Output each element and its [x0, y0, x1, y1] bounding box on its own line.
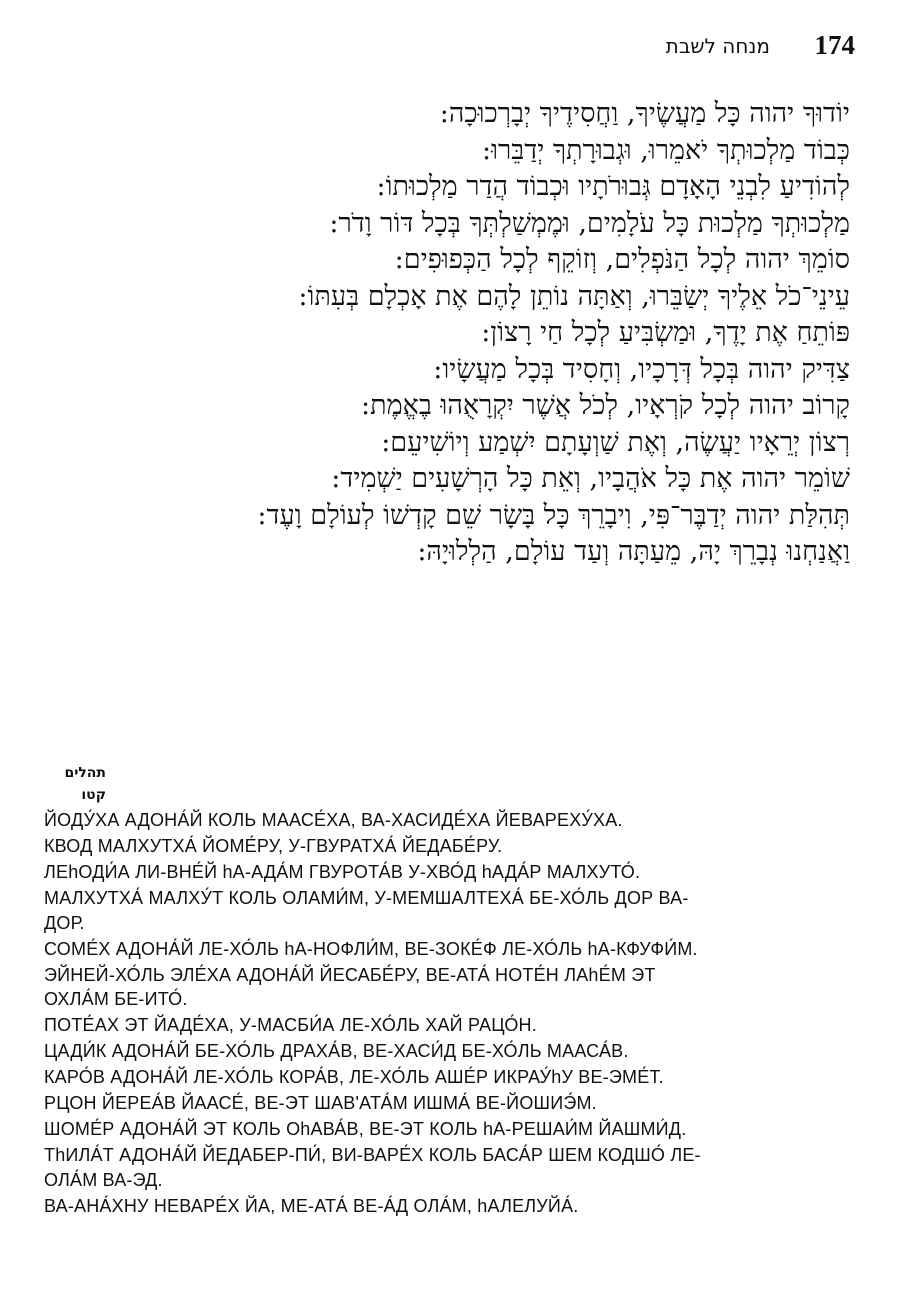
hebrew-verse-7: פּוֹתֵחַ אֶת יָדֶךָ, וּמַשְׂבִּיעַ לְכָל חַי רָצוֹן:	[481, 317, 850, 348]
page-number: 174	[814, 30, 855, 60]
hebrew-verse-5: סוֹמֵךְ יהוה לְכָל הַנֹּפְלִים, וְזוֹקֵף לְכָל הַכְּפוּפִים:	[394, 244, 850, 275]
hebrew-verse-12: תְּהִלַּת יהוה יְדַבֶּר־פִּי, וִיבָרֵךְ כָּל בָּשָׂר שֵׁם קָדְשׁוֹ לְעוֹלָם וָעֶד:	[257, 499, 850, 531]
transliteration-line-6: ЭЙНЕЙ-ХО́ЛЬ ЭЛЕ́ХА АДОНА́Й ЙЕСАБЕ́РУ, ВЕ-АТА́ НОТЕ́Н ЛАhЕ́М ЭТ ОХЛА́М БЕ-ИТО́.	[44, 964, 656, 1009]
transliteration-line-10: РЦОН ЙЕРЕА́В ЙААСЕ́, ВЕ-ЭТ ШАВ'АТА́М ИШМА́ ВЕ-ЙОШИЭ́М.	[44, 1093, 597, 1113]
transliteration-line-1: ЙОДУ́ХА АДОНА́Й КОЛЬ МААСЕ́ХА, ВА-ХАСИДЕ́ХА ЙЕВАРЕХУ́ХА.	[44, 810, 623, 830]
hebrew-verse-8: צַדִּיק יהוה בְּכָל דְּרָכָיו, וְחָסִיד בְּכָל מַעֲשָׂיו:	[433, 353, 850, 385]
hebrew-psalm-text	[190, 96, 850, 571]
hebrew-verse-2: כְּבוֹד מַלְכוּתְךָ יֹאמֵרוּ, וּגְבוּרָתְךָ יְדַבֵּרוּ:	[481, 134, 850, 166]
transliteration-line-12: ТhИЛА́Т АДОНА́Й ЙЕДАБЕР-ПИ́, ВИ-ВАРЕ́Х КОЛЬ БАСА́Р ШЕМ КОДШО́ ЛЕ-ОЛА́М ВА-ЭД.	[44, 1145, 701, 1190]
hebrew-verse-9: קָרוֹב יהוה לְכָל קֹרְאָיו, לְכֹל אֲשֶׁר יִקְרָאֻהוּ בֶאֱמֶת:	[361, 390, 850, 421]
transliteration-line-9: КАРО́В АДОНА́Й ЛЕ-ХО́ЛЬ КОРА́В, ЛЕ-ХО́ЛЬ АШЕ́Р ИКРАУ́hУ ВЕ-ЭМЕ́Т.	[44, 1067, 664, 1087]
hebrew-verse-11: שׁוֹמֵר יהוה אֶת כָּל אֹהֲבָיו, וְאֵת כָּל הָרְשָׁעִים יַשְׁמִיד:	[331, 463, 850, 494]
hebrew-verse-4: מַלְכוּתְךָ מַלְכוּת כָּל עֹלָמִים, וּמֶמְשַׁלְתְּךָ בְּכָל דּוֹר וָדֹר:	[329, 207, 850, 239]
hebrew-verse-10: רְצוֹן יְרֵאָיו יַעֲשֶׂה, וְאֶת שַׁוְעָתָם יִשְׁמַע וְיוֹשִׁיעֵם:	[381, 426, 850, 458]
running-title: מנחה לשבת	[665, 34, 770, 58]
transliteration-line-8: ЦАДИ́К АДОНА́Й БЕ-ХО́ЛЬ ДРАХА́В, ВЕ-ХАСИ́Д БЕ-ХО́ЛЬ МААСА́В.	[44, 1041, 629, 1061]
transliteration-line-7: ПОТЕ́АХ ЭТ ЙАДЕ́ХА, У-МАСБИ́А ЛЕ-ХО́ЛЬ ХАЙ РАЦО́Н.	[44, 1015, 537, 1035]
transliteration-line-2: КВОД МАЛХУТХА́ ЙОМЕ́РУ, У-ГВУРАТХА́ ЙЕДАБЕ́РУ.	[44, 836, 503, 856]
hebrew-verse-3: לְהוֹדִיעַ לִבְנֵי הָאָדָם גְּבוּרֹתָיו וּכְבוֹד הֲדַר מַלְכוּתוֹ:	[376, 171, 850, 202]
hebrew-verse-1: יוֹדוּךָ יהוה כָּל מַעֲשֶׂיךָ, וַחֲסִידֶיךָ יְבָרְכוּכָה:	[439, 98, 850, 129]
hebrew-verse-13: וַאֲנַחְנוּ נְבָרֵךְ יָהּ, מֵעַתָּה וְעַד עוֹלָם, הַלְלוּיָהּ:	[417, 536, 850, 567]
transliteration-line-4: МАЛХУТХА́ МАЛХУ́Т КОЛЬ ОЛАМИ́М, У-МЕМШАЛТЕХА́ БЕ-ХО́ЛЬ ДОР ВА-ДОР.	[44, 888, 689, 933]
hebrew-verse-6: עֵינֵי־כֹל אֵלֶיךָ יְשַׂבֵּרוּ, וְאַתָּה נוֹתֵן לָהֶם אֶת אָכְלָם בְּעִתּוֹ:	[298, 280, 850, 312]
transliteration-line-5: СОМЕ́Х АДОНА́Й ЛЕ-ХО́ЛЬ hА-НОФЛИ́М, ВЕ-ЗОКЕ́Ф ЛЕ-ХО́ЛЬ hА-КФУФИ́М.	[44, 938, 698, 959]
transliteration-text	[44, 808, 704, 1220]
transliteration-line-13: ВА-АНА́ХНУ НЕВАРЕ́Х ЙА, МЕ-АТА́ ВЕ-А́Д ОЛА́М, hАЛЕЛУЙА́.	[44, 1195, 579, 1216]
transliteration-line-3: ЛЕhОДИ́А ЛИ-ВНЕ́Й hА-АДА́М ГВУРОТА́В У-ХВО́Д hАДА́Р МАЛХУТО́.	[44, 862, 641, 882]
page-header	[0, 28, 900, 62]
transliteration-line-11: ШОМЕ́Р АДОНА́Й ЭТ КОЛЬ ОhАВА́В, ВЕ-ЭТ КОЛЬ hА-РЕШАИ́М ЙАШМИ́Д.	[44, 1119, 687, 1139]
psalm-reference-note: תהלים קטו	[64, 765, 106, 803]
